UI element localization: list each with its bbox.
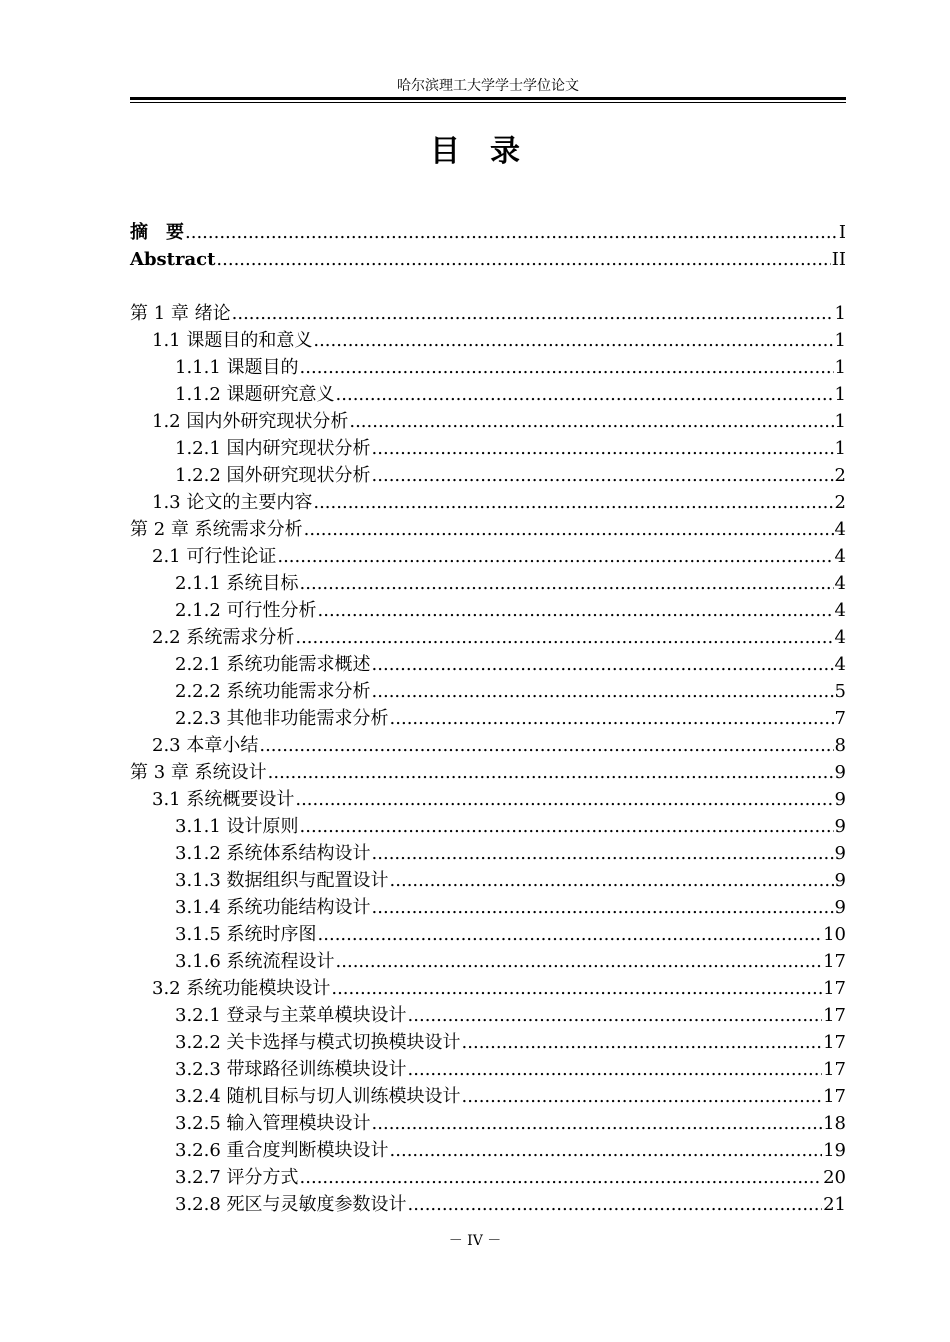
toc-dot-leader — [390, 867, 834, 894]
toc-entry-label: 2.3 本章小结 — [152, 735, 259, 756]
toc-entry[interactable] — [130, 975, 846, 1002]
toc-entry-label: 3.1 系统概要设计 — [152, 789, 295, 810]
toc-entry[interactable] — [130, 1137, 846, 1164]
toc-dot-leader — [372, 462, 834, 489]
toc-entry[interactable] — [130, 678, 846, 705]
toc-dot-leader — [295, 624, 833, 651]
toc-entry[interactable] — [130, 1110, 846, 1137]
toc-dot-leader — [390, 1137, 823, 1164]
toc-entry[interactable] — [130, 543, 846, 570]
toc-dot-leader — [313, 327, 833, 354]
toc-entry[interactable] — [130, 327, 846, 354]
toc-entry-label: 2.2 系统需求分析 — [152, 627, 295, 648]
toc-entry-page: 2 — [834, 465, 846, 486]
toc-dot-leader — [372, 651, 834, 678]
toc-dot-leader — [216, 246, 830, 273]
toc-dot-leader — [295, 786, 833, 813]
toc-dot-leader — [372, 840, 834, 867]
toc-entry[interactable] — [130, 786, 846, 813]
toc-dot-leader — [318, 921, 823, 948]
toc-entry[interactable] — [130, 1002, 846, 1029]
toc-entry-label: 2.2.1 系统功能需求概述 — [175, 654, 371, 675]
toc-entry[interactable] — [130, 597, 846, 624]
toc-dot-leader — [232, 300, 834, 327]
toc-entry-page: II — [831, 249, 846, 270]
toc-dot-leader — [349, 408, 833, 435]
toc-dot-leader — [300, 1164, 823, 1191]
toc-entry-page: 1 — [834, 357, 846, 378]
toc-entry[interactable] — [130, 1056, 846, 1083]
toc-entry-label: 1.3 论文的主要内容 — [152, 492, 313, 513]
toc-dot-leader — [318, 597, 834, 624]
toc-entry[interactable] — [130, 489, 846, 516]
toc-entry-page: 4 — [834, 627, 846, 648]
toc-dot-leader — [336, 381, 834, 408]
toc-dot-leader — [372, 894, 834, 921]
toc-entry[interactable] — [130, 435, 846, 462]
toc-dot-leader — [268, 759, 834, 786]
toc-entry-page: 1 — [834, 438, 846, 459]
toc-entry-label: 第 2 章 系统需求分析 — [130, 519, 303, 540]
toc-entry-page: 9 — [834, 870, 846, 891]
toc-entry[interactable] — [130, 1083, 846, 1110]
toc-dot-leader — [277, 543, 833, 570]
toc-entry-label: 2.2.3 其他非功能需求分析 — [175, 708, 389, 729]
toc-entry-label: 1.1.2 课题研究意义 — [175, 384, 335, 405]
toc-dot-leader — [304, 516, 834, 543]
toc-entry[interactable] — [130, 813, 846, 840]
toc-entry[interactable] — [130, 219, 846, 246]
toc-entry-page: 17 — [823, 951, 846, 972]
toc-entry-page: 8 — [834, 735, 846, 756]
toc-entry-page: 4 — [834, 654, 846, 675]
toc-dot-leader — [408, 1002, 823, 1029]
toc-entry-label: Abstract — [130, 249, 216, 270]
toc-entry-label: 3.2 系统功能模块设计 — [152, 978, 331, 999]
running-header: 哈尔滨理工大学学士学位论文 — [397, 78, 579, 94]
toc-entry-page: 10 — [823, 924, 846, 945]
toc-entry[interactable] — [130, 732, 846, 759]
toc-dot-leader — [259, 732, 833, 759]
toc-dot-leader — [372, 1110, 823, 1137]
toc-entry[interactable] — [130, 246, 846, 273]
toc-dot-leader — [331, 975, 822, 1002]
toc-entry-label: 2.1.2 可行性分析 — [175, 600, 317, 621]
toc-entry[interactable] — [130, 948, 846, 975]
toc-entry-label: 3.1.4 系统功能结构设计 — [175, 897, 371, 918]
toc-entry[interactable] — [130, 840, 846, 867]
toc-entry-label: 3.1.2 系统体系结构设计 — [175, 843, 371, 864]
toc-entry[interactable] — [130, 570, 846, 597]
toc-entry-page: 4 — [834, 600, 846, 621]
toc-entry[interactable] — [130, 1164, 846, 1191]
toc-dot-leader — [462, 1029, 823, 1056]
toc-entry-page: 4 — [834, 573, 846, 594]
toc-entry[interactable] — [130, 759, 846, 786]
toc-entry[interactable] — [130, 1191, 846, 1218]
toc-entry-page: I — [838, 222, 846, 243]
toc-entry-label: 3.2.1 登录与主菜单模块设计 — [175, 1005, 407, 1026]
table-of-contents — [130, 219, 846, 1218]
toc-entry-page: 4 — [834, 546, 846, 567]
toc-entry-page: 17 — [823, 1032, 846, 1053]
toc-entry-label: 第 1 章 绪论 — [130, 303, 231, 324]
toc-entry-label: 3.2.7 评分方式 — [175, 1167, 299, 1188]
toc-entry[interactable] — [130, 516, 846, 543]
toc-entry-label: 3.2.8 死区与灵敏度参数设计 — [175, 1194, 407, 1215]
toc-entry[interactable] — [130, 624, 846, 651]
toc-entry-page: 9 — [834, 843, 846, 864]
header-rule-thin — [130, 102, 846, 103]
toc-entry[interactable] — [130, 381, 846, 408]
toc-dot-leader — [408, 1056, 823, 1083]
toc-entry-page: 9 — [834, 897, 846, 918]
toc-entry-page: 9 — [834, 789, 846, 810]
toc-entry-page: 21 — [823, 1194, 846, 1215]
toc-entry-label: 3.1.6 系统流程设计 — [175, 951, 335, 972]
toc-entry-label: 1.2 国内外研究现状分析 — [152, 411, 349, 432]
toc-entry[interactable] — [130, 462, 846, 489]
toc-entry[interactable] — [130, 354, 846, 381]
toc-entry-page: 4 — [834, 519, 846, 540]
toc-entry-page: 7 — [834, 708, 846, 729]
toc-dot-leader — [313, 489, 833, 516]
toc-dot-leader — [300, 813, 834, 840]
toc-entry-label: 2.1.1 系统目标 — [175, 573, 299, 594]
toc-entry[interactable] — [130, 651, 846, 678]
toc-dot-leader — [300, 354, 834, 381]
toc-entry-page: 17 — [823, 978, 846, 999]
toc-entry-label: 3.1.1 设计原则 — [175, 816, 299, 837]
toc-entry-label: 3.2.2 关卡选择与模式切换模块设计 — [175, 1032, 461, 1053]
toc-entry[interactable] — [130, 894, 846, 921]
page-number: － IV － — [448, 1233, 502, 1249]
toc-entry-label: 2.1 可行性论证 — [152, 546, 277, 567]
toc-entry-label: 第 3 章 系统设计 — [130, 762, 267, 783]
toc-entry-label: 1.2.1 国内研究现状分析 — [175, 438, 371, 459]
toc-entry-label: 2.2.2 系统功能需求分析 — [175, 681, 371, 702]
toc-entry-page: 1 — [834, 384, 846, 405]
toc-entry-page: 17 — [823, 1059, 846, 1080]
toc-entry-label: 1.1 课题目的和意义 — [152, 330, 313, 351]
toc-dot-leader — [372, 435, 834, 462]
toc-entry-label: 3.2.5 输入管理模块设计 — [175, 1113, 371, 1134]
toc-dot-leader — [462, 1083, 823, 1110]
toc-entry-page: 1 — [834, 330, 846, 351]
toc-dot-leader — [300, 570, 834, 597]
toc-entry[interactable] — [130, 1029, 846, 1056]
toc-entry-page: 5 — [834, 681, 846, 702]
toc-entry-label: 1.1.1 课题目的 — [175, 357, 299, 378]
toc-entry-page: 1 — [834, 411, 846, 432]
toc-entry-page: 19 — [823, 1140, 846, 1161]
toc-dot-leader — [372, 678, 834, 705]
toc-entry-label: 3.2.4 随机目标与切人训练模块设计 — [175, 1086, 461, 1107]
toc-entry-page: 2 — [834, 492, 846, 513]
header-rule-thick — [130, 97, 846, 100]
toc-entry[interactable] — [130, 705, 846, 732]
toc-entry-page: 17 — [823, 1086, 846, 1107]
toc-entry-label: 3.2.3 带球路径训练模块设计 — [175, 1059, 407, 1080]
toc-entry-label: 3.1.3 数据组织与配置设计 — [175, 870, 389, 891]
toc-entry[interactable] — [130, 921, 846, 948]
toc-entry-label: 摘 要 — [130, 222, 184, 243]
toc-entry[interactable] — [130, 408, 846, 435]
toc-entry[interactable] — [130, 867, 846, 894]
toc-dot-leader — [336, 948, 823, 975]
toc-dot-leader — [408, 1191, 823, 1218]
toc-entry-page: 9 — [834, 816, 846, 837]
toc-entry-label: 3.1.5 系统时序图 — [175, 924, 317, 945]
toc-dot-leader — [390, 705, 834, 732]
toc-entry-page: 9 — [834, 762, 846, 783]
toc-dot-leader — [185, 219, 838, 246]
toc-entry-page: 17 — [823, 1005, 846, 1026]
toc-entry-page: 20 — [823, 1167, 846, 1188]
toc-entry-page: 18 — [823, 1113, 846, 1134]
toc-entry-page: 1 — [834, 303, 846, 324]
toc-entry[interactable] — [130, 300, 846, 327]
toc-entry-label: 1.2.2 国外研究现状分析 — [175, 465, 371, 486]
toc-entry-label: 3.2.6 重合度判断模块设计 — [175, 1140, 389, 1161]
toc-title: 目 录 — [430, 134, 520, 169]
